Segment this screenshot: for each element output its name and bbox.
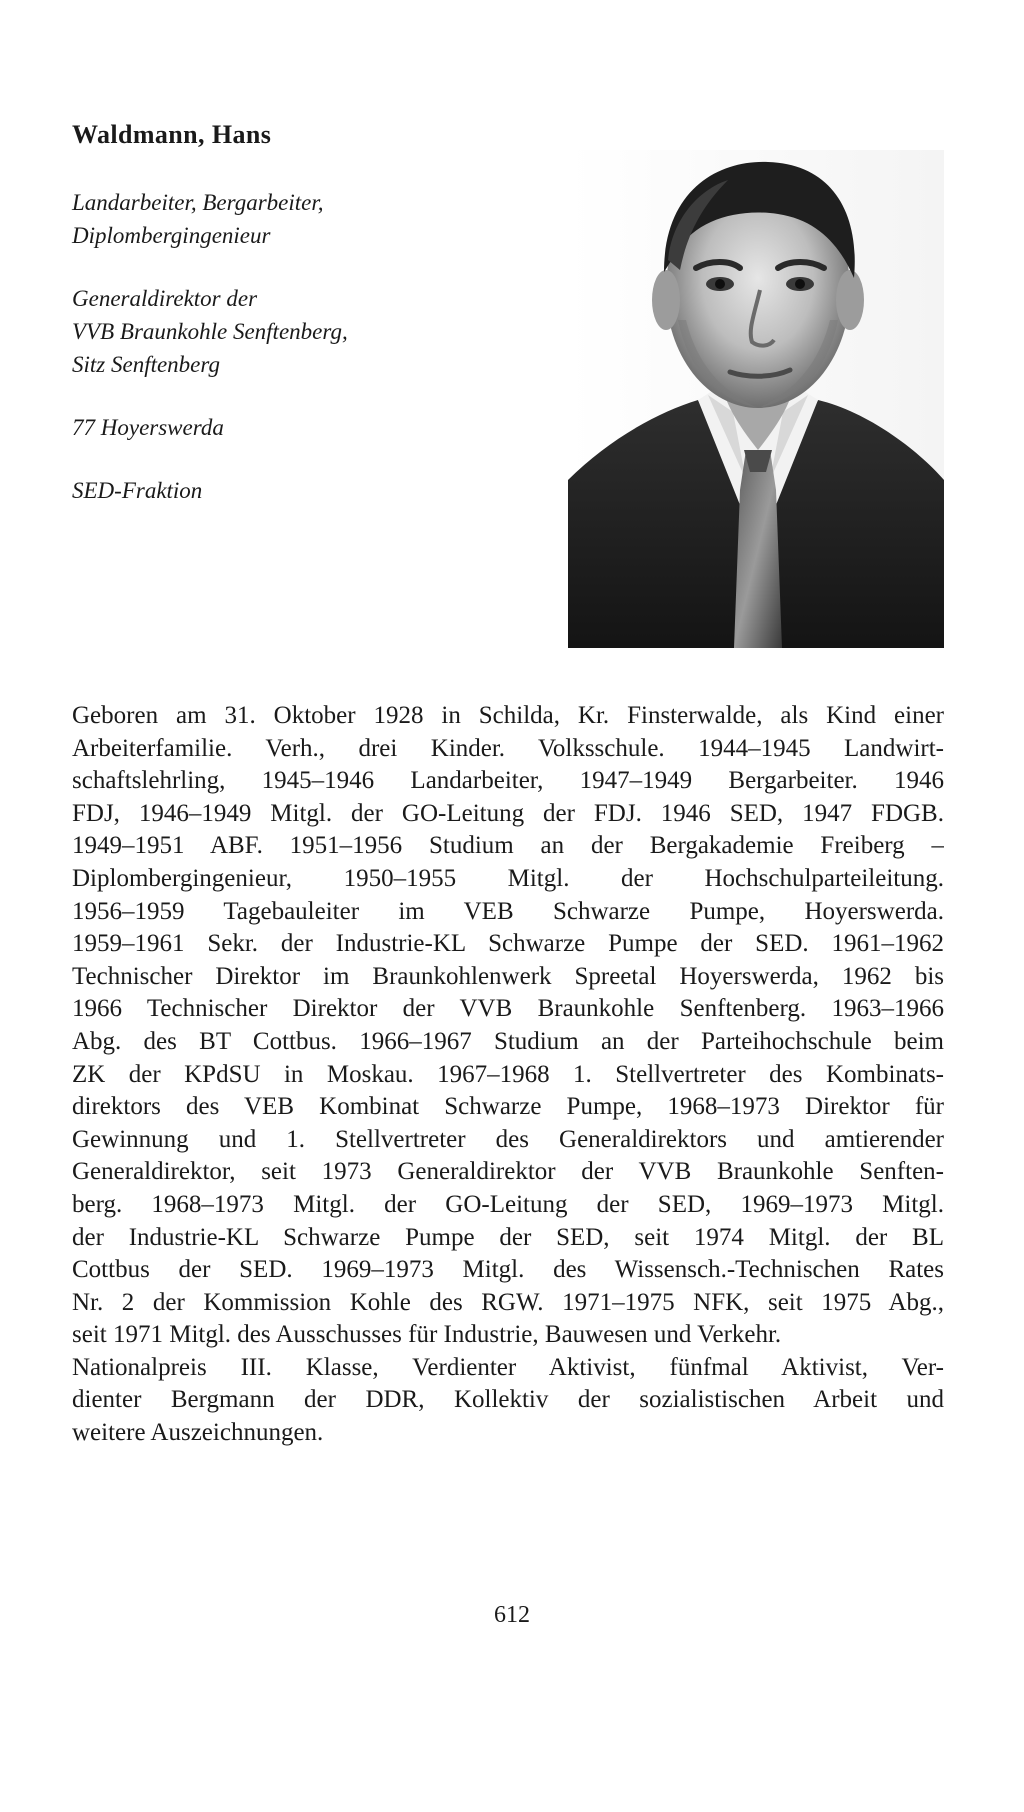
biography-line: weitere Auszeichnungen. — [72, 1419, 324, 1447]
biography-line: Diplombergingenieur, 1950–1955 Mitgl. der Hochschulparteileitung. — [72, 864, 944, 892]
constituency-text: 77 Hoyerswerda — [72, 415, 224, 440]
portrait-photo — [568, 150, 944, 648]
occupation-line: Landarbeiter, Bergarbeiter, — [72, 190, 324, 215]
biography — [72, 700, 944, 1450]
biography-line: Arbeiterfamilie. Verh., drei Kinder. Volksschule. 1944–1945 Landwirt- — [72, 734, 944, 762]
biography-line: direktors des VEB Kombinat Schwarze Pumpe, 1968–1973 Direktor für — [72, 1093, 944, 1121]
biography-line: Abg. des BT Cottbus. 1966–1967 Studium an der Parteihochschule beim — [72, 1027, 944, 1055]
biography-line: Gewinnung und 1. Stellvertreter des Generaldirektors und amtierender — [72, 1125, 944, 1153]
biography-line: Cottbus der SED. 1969–1973 Mitgl. des Wissensch.-Technischen Rates — [72, 1256, 944, 1284]
person-name: Waldmann, Hans — [72, 120, 272, 149]
occupation — [72, 186, 512, 252]
position-line: Sitz Senftenberg — [72, 352, 220, 377]
biography-line: Nr. 2 der Kommission Kohle des RGW. 1971–1975 NFK, seit 1975 Abg., — [72, 1288, 944, 1316]
biography-line: Generaldirektor, seit 1973 Generaldirektor der VVB Braunkohle Senften- — [72, 1158, 944, 1186]
biography-line: 1956–1959 Tagebauleiter im VEB Schwarze Pumpe, Hoyerswerda. — [72, 897, 944, 925]
portrait-image — [568, 150, 944, 648]
fraction-text: SED-Fraktion — [72, 478, 203, 503]
biography-line: ZK der KPdSU in Moskau. 1967–1968 1. Stellvertreter des Kombinats- — [72, 1060, 944, 1088]
biography-line: Geboren am 31. Oktober 1928 in Schilda, Kr. Finsterwalde, als Kind einer — [72, 702, 944, 729]
biography-line: 1959–1961 Sekr. der Industrie-KL Schwarze Pumpe der SED. 1961–1962 — [72, 930, 944, 958]
person-info — [72, 186, 512, 537]
biography-line: der Industrie-KL Schwarze Pumpe der SED, seit 1974 Mitgl. der BL — [72, 1223, 944, 1251]
biography-line: dienter Bergmann der DDR, Kollektiv der sozialistischen Arbeit und — [72, 1386, 944, 1414]
fraction — [72, 474, 512, 507]
constituency — [72, 411, 512, 444]
biography-line: FDJ, 1946–1949 Mitgl. der GO-Leitung der FDJ. 1946 SED, 1947 FDGB. — [72, 799, 944, 827]
position-line: Generaldirektor der — [72, 286, 258, 311]
biography-line: Technischer Direktor im Braunkohlenwerk Spreetal Hoyerswerda, 1962 bis — [72, 962, 944, 990]
biography-line: schaftslehrling, 1945–1946 Landarbeiter, 1947–1949 Bergarbeiter. 1946 — [72, 767, 944, 795]
biography-line: berg. 1968–1973 Mitgl. der GO-Leitung der SED, 1969–1973 Mitgl. — [72, 1190, 944, 1218]
biography-line: seit 1971 Mitgl. des Ausschusses für Industrie, Bauwesen und Verkehr. — [72, 1321, 782, 1349]
biography-line: Nationalpreis III. Klasse, Verdienter Aktivist, fünfmal Aktivist, Ver- — [72, 1353, 944, 1381]
position — [72, 282, 512, 381]
page-number: 612 — [494, 1602, 530, 1628]
biography-line: 1949–1951 ABF. 1951–1956 Studium an der Bergakademie Freiberg – — [72, 832, 944, 860]
position-line: VVB Braunkohle Senftenberg, — [72, 319, 348, 344]
biography-line: 1966 Technischer Direktor der VVB Braunkohle Senftenberg. 1963–1966 — [72, 995, 944, 1023]
occupation-line: Diplombergingenieur — [72, 223, 271, 248]
